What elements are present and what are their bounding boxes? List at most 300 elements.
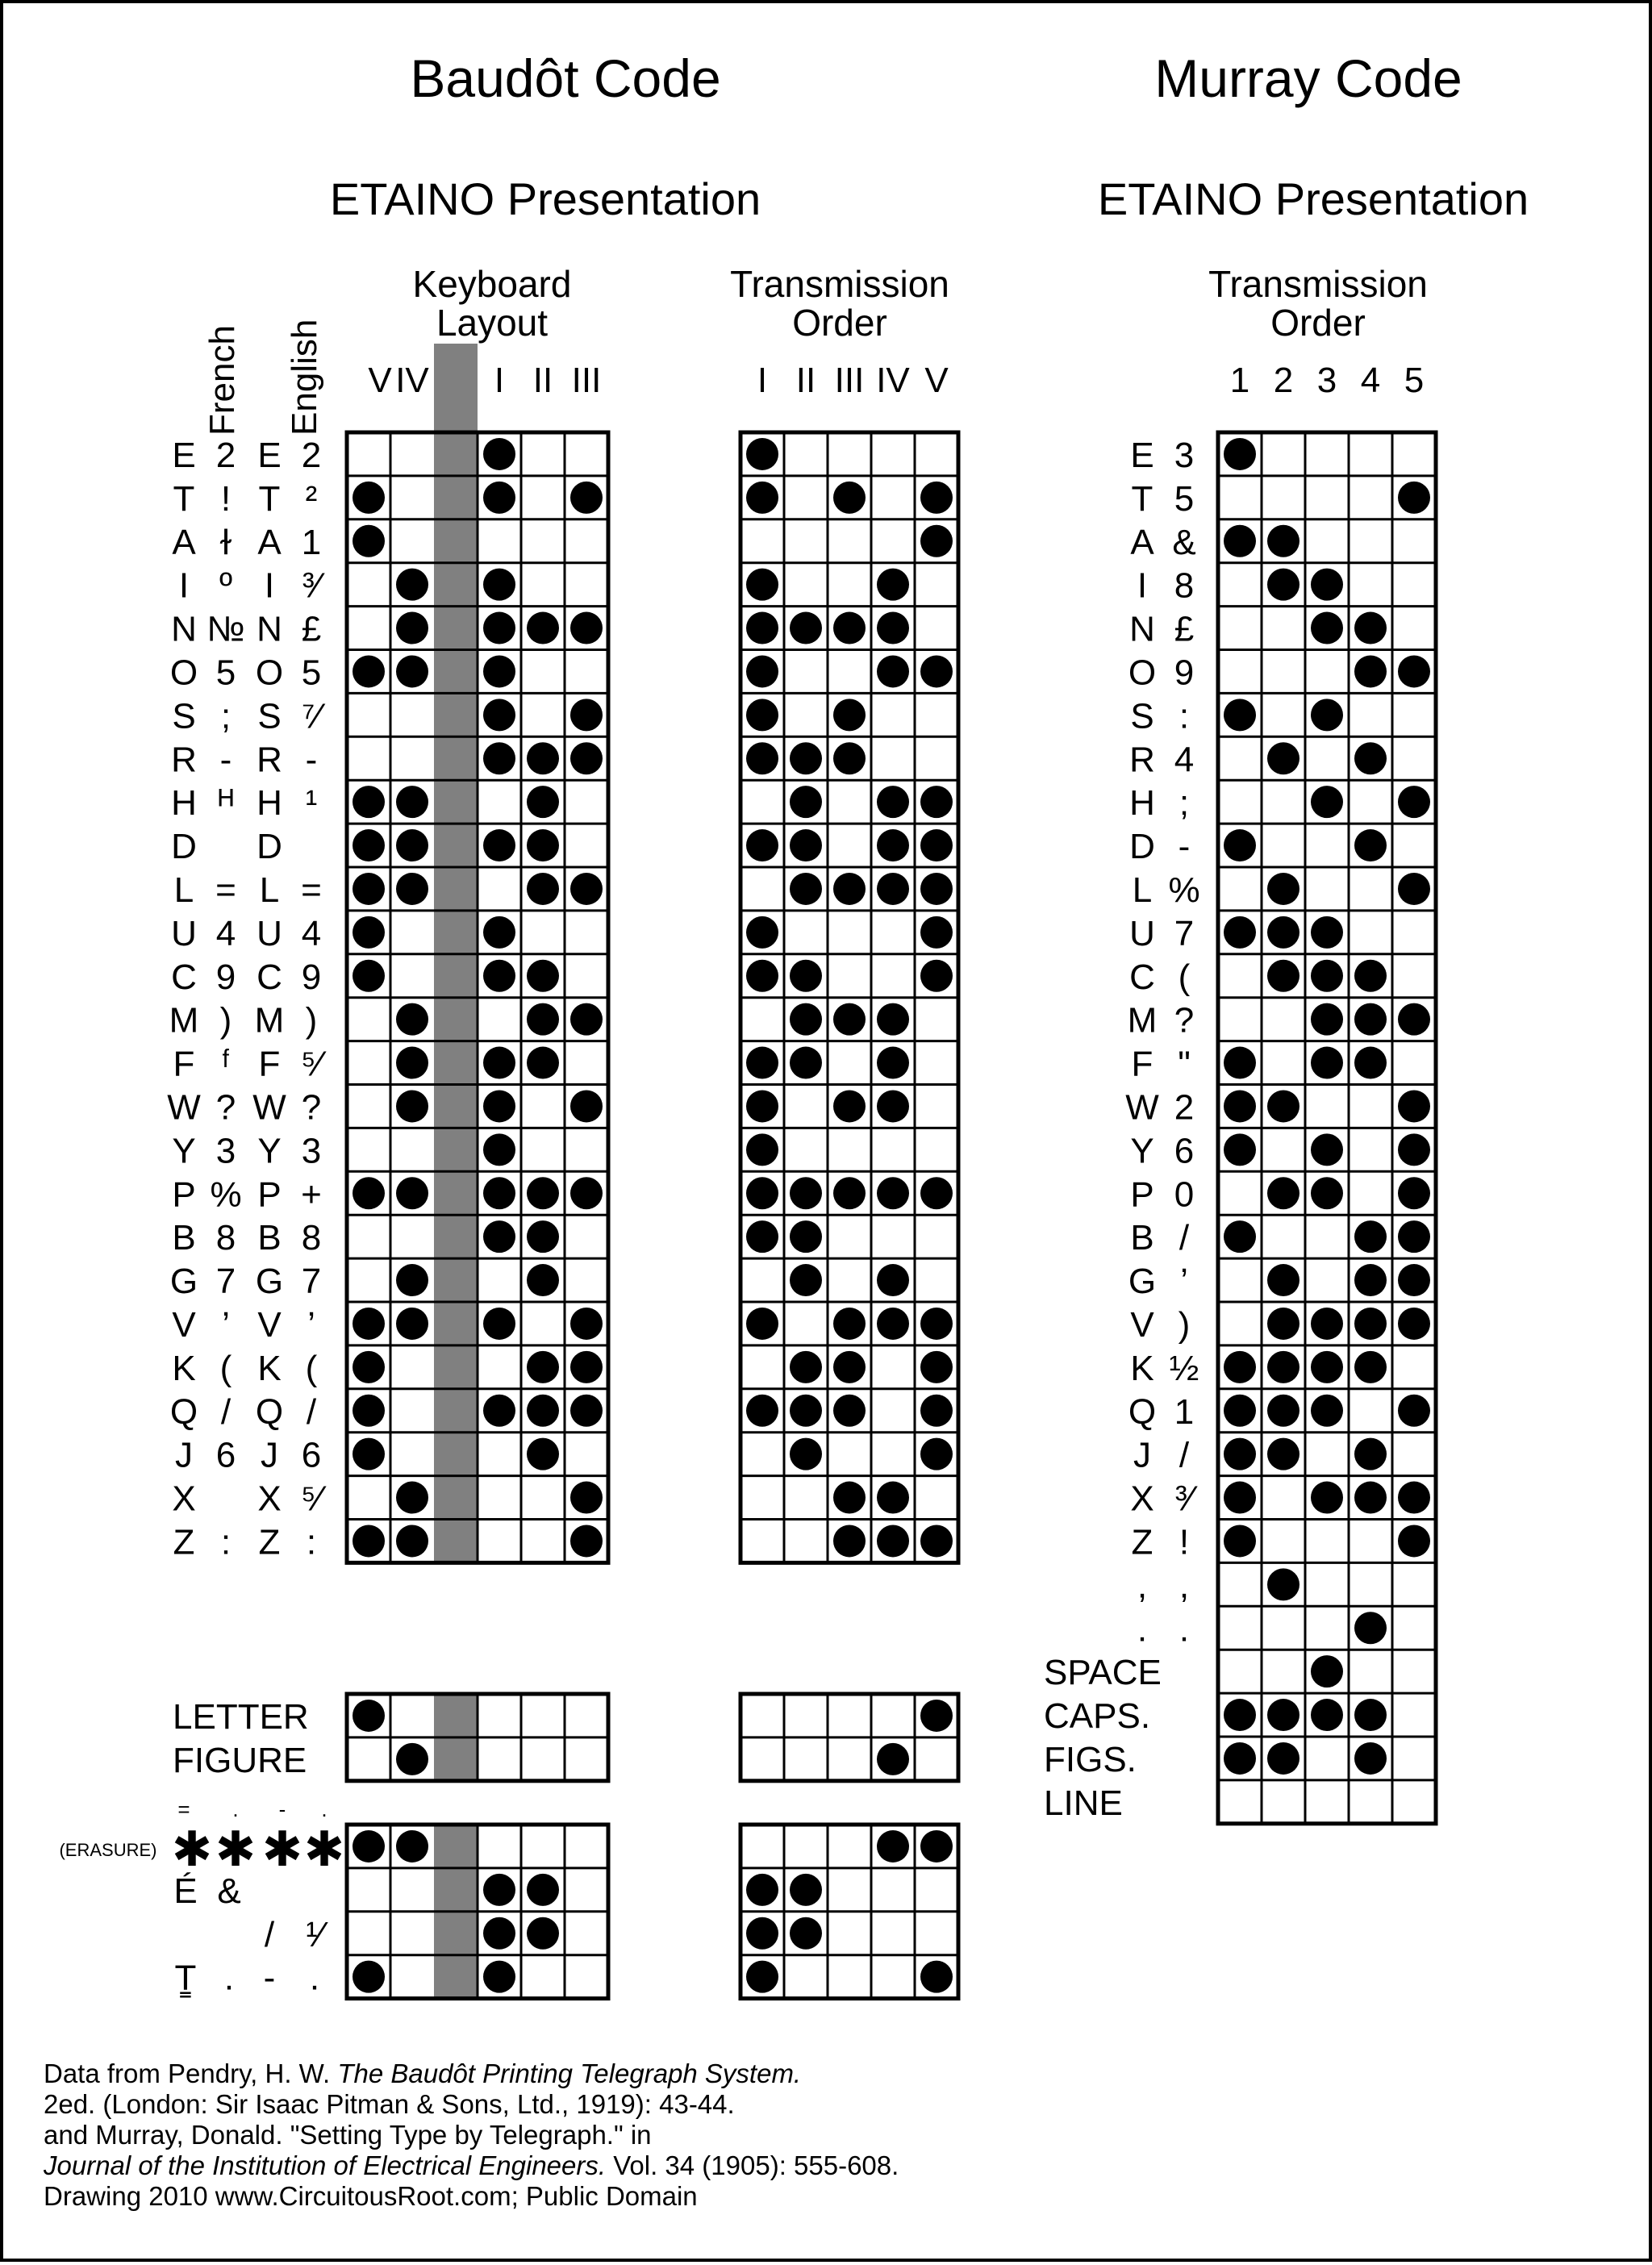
french-figure: 7	[215, 1262, 236, 1302]
murray-grid-hole	[1224, 916, 1256, 949]
french-letter: L	[173, 870, 194, 910]
transmission-grid-hole	[790, 1395, 822, 1427]
english-letter: Q	[255, 1391, 284, 1432]
transmission-grid-hole	[877, 612, 909, 644]
murray-letter: U	[1129, 913, 1155, 953]
french-letter: J	[175, 1435, 193, 1475]
murray-grid-hole	[1311, 916, 1343, 949]
english-figure: 5	[301, 653, 322, 693]
special-french-letter: T̳	[174, 1958, 197, 1998]
murray-grid-hole	[1311, 1655, 1343, 1687]
transmission-grid-hole	[877, 1525, 909, 1557]
keyboard-grid-hole	[353, 1395, 385, 1427]
french-letter: W	[167, 1087, 201, 1128]
keyboard-grid-hole	[396, 829, 428, 861]
murray-grid-hole	[1398, 873, 1430, 905]
murray-grid-hole	[1354, 1612, 1387, 1644]
transmission-grid-hole	[877, 1482, 909, 1514]
keyboard-grid-hole	[483, 569, 515, 601]
murray-figure: :	[1179, 696, 1190, 736]
french-letter: M	[169, 1000, 199, 1041]
special-french-figure: &	[217, 1871, 241, 1911]
keyboard-grid-hole	[396, 612, 428, 644]
transmission-grid-hole	[920, 655, 953, 687]
transmission-grid-hole	[920, 1308, 953, 1340]
french-letter: X	[172, 1479, 196, 1519]
french-letter: R	[171, 740, 197, 780]
transmission-grid-hole	[833, 612, 866, 644]
special-keyboard-grid-hole	[527, 1917, 559, 1950]
english-letter: N	[257, 609, 282, 649]
murray-figure: 4	[1174, 740, 1195, 780]
english-letter: X	[257, 1479, 282, 1519]
murray-grid-hole	[1267, 916, 1299, 949]
keyboard-grid-hole	[483, 655, 515, 687]
special-keyboard-grid-hole	[396, 1830, 428, 1862]
english-figure: 1	[301, 522, 322, 562]
keyboard-grid-hole	[396, 569, 428, 601]
murray-figure: %	[1168, 870, 1200, 910]
erasure-mark: .	[321, 1797, 327, 1821]
transmission-grid-hole	[746, 438, 778, 470]
murray-control-label-line: LINE	[1044, 1783, 1123, 1823]
credits-line-5: Drawing 2010 www.CircuitousRoot.com; Public Domain	[44, 2181, 698, 2211]
murray-grid-hole	[1267, 1438, 1299, 1470]
french-letter: U	[171, 913, 197, 953]
murray-figure: ?	[1174, 1000, 1195, 1041]
murray-grid-hole	[1267, 1090, 1299, 1122]
baudot-subtitle: ETAINO Presentation	[329, 173, 761, 224]
keyboard-grid-hole	[483, 699, 515, 731]
murray-grid-hole	[1224, 1133, 1256, 1166]
murray-grid-hole	[1224, 1699, 1256, 1731]
keyboard-grid-hole	[353, 525, 385, 557]
special-transmission-grid-hole	[790, 1917, 822, 1950]
shift-label-figure: FIGURE	[173, 1740, 307, 1780]
english-figure: ³⁄	[302, 565, 320, 606]
keyboard-grid-hole	[570, 1003, 603, 1036]
french-letter: Q	[169, 1391, 198, 1432]
english-figure: ?	[301, 1087, 322, 1128]
french-figure: 6	[215, 1435, 236, 1475]
english-figure: ’	[307, 1304, 315, 1345]
murray-grid-hole	[1267, 1699, 1299, 1731]
english-figure: :	[306, 1522, 317, 1562]
transmission-grid-hole	[877, 1090, 909, 1122]
english-figure: ⁷⁄	[302, 696, 321, 736]
transmission-grid-hole	[746, 1308, 778, 1340]
transmission-grid	[740, 432, 958, 1562]
murray-grid-hole	[1267, 742, 1299, 774]
english-figure: =	[301, 870, 322, 910]
keyboard-grid-hole	[396, 1090, 428, 1122]
english-figure: ¹	[305, 783, 318, 824]
credits-block	[44, 2059, 899, 2212]
murray-grid-hole	[1354, 1742, 1387, 1775]
murray-grid-hole	[1354, 742, 1387, 774]
transmission-grid-hole	[790, 786, 822, 818]
french-figure: º	[219, 565, 233, 606]
murray-col-header-5: 5	[1404, 361, 1425, 400]
special-transmission-grid	[740, 1825, 958, 1999]
murray-grid-hole	[1311, 1395, 1343, 1427]
shift-keyboard-grid	[347, 1694, 608, 1781]
transmission-grid-hole	[877, 786, 909, 818]
french-letter: O	[169, 653, 198, 693]
credits-line-1	[44, 2059, 899, 2089]
erasure-star: ✱	[261, 1821, 303, 1876]
murray-letter: S	[1130, 696, 1154, 736]
french-figure: 9	[215, 957, 236, 997]
transmission-grid-hole	[746, 742, 778, 774]
keyboard-grid-hole	[527, 1395, 559, 1427]
keyboard-grid-hole	[353, 655, 385, 687]
transmission-grid-hole	[877, 1264, 909, 1296]
transmission-grid-hole	[746, 916, 778, 949]
keyboard-grid-hole	[483, 829, 515, 861]
keyboard-grid-hole	[570, 699, 603, 731]
transmission-grid-hole	[833, 699, 866, 731]
special-english-letter: /	[264, 1914, 275, 1954]
murray-letter: Z	[1131, 1522, 1153, 1562]
transmission-grid-hole	[920, 1438, 953, 1470]
english-letter: A	[257, 522, 282, 562]
english-letter: P	[257, 1174, 282, 1215]
keyboard-grid-hole	[353, 1351, 385, 1383]
shift-transmission-grid	[740, 1694, 958, 1781]
special-transmission-grid-hole	[790, 1874, 822, 1906]
erasure-mark: .	[232, 1797, 239, 1821]
murray-letter: I	[1137, 565, 1148, 606]
keyboard-grid-hole	[353, 916, 385, 949]
credits-line-4-rest: Vol. 34 (1905): 555-608.	[606, 2150, 899, 2180]
english-letter: J	[261, 1435, 278, 1475]
murray-grid-hole	[1267, 1395, 1299, 1427]
murray-figure: 5	[1174, 478, 1195, 519]
murray-figure: ’	[1180, 1262, 1188, 1302]
keyboard-grid-hole	[570, 1525, 603, 1557]
english-figure: 3	[301, 1131, 322, 1171]
code-chart	[3, 3, 1652, 2265]
transmission-grid-hole	[790, 742, 822, 774]
transmission-grid-hole	[790, 1003, 822, 1036]
murray-grid-hole	[1311, 699, 1343, 731]
murray-figure: .	[1179, 1609, 1190, 1650]
french-letter: V	[172, 1304, 196, 1345]
murray-figure: /	[1179, 1218, 1190, 1258]
murray-grid-hole	[1267, 1264, 1299, 1296]
murray-grid-hole	[1224, 525, 1256, 557]
french-letter: D	[171, 827, 197, 867]
english-letter: F	[258, 1044, 281, 1084]
keyboard-layout-header-line2: Layout	[436, 302, 549, 344]
murray-grid-hole	[1398, 786, 1430, 818]
murray-grid-hole	[1354, 1220, 1387, 1253]
murray-grid-hole	[1267, 1351, 1299, 1383]
transmission-grid-hole	[790, 873, 822, 905]
murray-figure: /	[1179, 1435, 1190, 1475]
transmission-grid-hole	[877, 1177, 909, 1209]
credits-line-3: and Murray, Donald. "Setting Type by Telegraph." in	[44, 2120, 652, 2150]
shift-keyboard-grid-hole	[353, 1700, 385, 1732]
keyboard-grid-hole	[396, 1308, 428, 1340]
keyboard-grid-hole	[353, 482, 385, 514]
french-figure: 5	[215, 653, 236, 693]
transmission-grid-hole	[833, 1003, 866, 1036]
murray-grid-hole	[1354, 960, 1387, 992]
transmission-grid-hole	[790, 1047, 822, 1079]
keyboard-grid-hole	[570, 1395, 603, 1427]
transmission-grid-hole	[746, 960, 778, 992]
special-english-letter: -	[263, 1958, 276, 1998]
transmission-grid-hole	[746, 482, 778, 514]
transmission-grid-hole	[746, 569, 778, 601]
murray-control-label-caps: CAPS.	[1044, 1696, 1151, 1737]
murray-grid-hole	[1224, 1351, 1256, 1383]
keyboard-grid-hole	[396, 1264, 428, 1296]
transmission-grid-hole	[877, 873, 909, 905]
french-letter: S	[172, 696, 196, 736]
keyboard-grid-hole	[353, 786, 385, 818]
english-letter: O	[255, 653, 284, 693]
keyboard-grid-hole	[570, 1351, 603, 1383]
english-letter: C	[257, 957, 282, 997]
english-figure: ⁵⁄	[301, 1044, 322, 1084]
french-column-header: French	[202, 325, 242, 436]
transmission-grid-hole	[833, 1482, 866, 1514]
keyboard-grid-hole	[353, 960, 385, 992]
murray-figure: "	[1178, 1044, 1191, 1084]
transmission-grid-hole	[877, 1047, 909, 1079]
murray-letter: L	[1132, 870, 1153, 910]
murray-grid-hole	[1224, 1395, 1256, 1427]
murray-grid	[1218, 432, 1436, 1824]
special-transmission-grid-hole	[746, 1961, 778, 1993]
keyboard-grid-hole	[396, 1525, 428, 1557]
keyboard-grid-hole	[396, 786, 428, 818]
keyboard-grid-hole	[483, 612, 515, 644]
transmission-col-header-II: II	[795, 361, 816, 400]
french-figure: №	[206, 609, 245, 649]
english-letter: H	[257, 783, 282, 824]
special-keyboard-grid-hole	[483, 1874, 515, 1906]
transmission-grid-hole	[790, 960, 822, 992]
keyboard-col-header-IV: IV	[395, 361, 429, 400]
murray-grid-hole	[1398, 1525, 1430, 1557]
murray-figure: ;	[1179, 783, 1190, 824]
keyboard-grid-hole	[527, 1220, 559, 1253]
murray-grid-hole	[1398, 1003, 1430, 1036]
murray-figure: ,	[1179, 1566, 1190, 1606]
shift-keyboard-grid-hole	[396, 1743, 428, 1775]
murray-letter: H	[1129, 783, 1155, 824]
transmission-grid-hole	[833, 1177, 866, 1209]
keyboard-col-header-III: III	[571, 361, 602, 400]
murray-grid-hole	[1311, 1177, 1343, 1209]
murray-grid-hole	[1354, 1308, 1387, 1340]
transmission-grid-hole	[920, 525, 953, 557]
keyboard-grid-hole	[483, 438, 515, 470]
english-letter: W	[252, 1087, 286, 1128]
keyboard-grid-hole	[483, 1177, 515, 1209]
murray-grid-hole	[1224, 1220, 1256, 1253]
murray-letter: M	[1127, 1000, 1158, 1041]
murray-grid-hole	[1311, 1133, 1343, 1166]
english-letter: S	[257, 696, 282, 736]
special-keyboard-grid-hole	[527, 1874, 559, 1906]
special-english-figure: .	[309, 1958, 320, 1998]
transmission-grid-hole	[877, 655, 909, 687]
transmission-grid-hole	[920, 786, 953, 818]
murray-grid-hole	[1398, 1090, 1430, 1122]
murray-col-header-4: 4	[1360, 361, 1381, 400]
french-figure: ?	[215, 1087, 236, 1128]
keyboard-grid-hole	[527, 1351, 559, 1383]
transmission-grid-hole	[877, 1003, 909, 1036]
transmission-grid-hole	[790, 1177, 822, 1209]
murray-grid-hole	[1267, 1742, 1299, 1775]
transmission-grid-hole	[920, 1351, 953, 1383]
shift-transmission-grid-hole	[877, 1743, 909, 1775]
murray-grid-hole	[1398, 1395, 1430, 1427]
transmission-grid-hole	[877, 569, 909, 601]
keyboard-grid-hole	[483, 1395, 515, 1427]
murray-grid-hole	[1354, 829, 1387, 861]
murray-letter: Q	[1128, 1391, 1157, 1432]
english-figure: +	[301, 1174, 322, 1215]
murray-col-header-1: 1	[1229, 361, 1250, 400]
special-keyboard-grid	[347, 1825, 608, 1999]
transmission-grid-hole	[833, 482, 866, 514]
transmission-grid-hole	[790, 612, 822, 644]
credits-line-2: 2ed. (London: Sir Isaac Pitman & Sons, Ltd., 1919): 43-44.	[44, 2089, 735, 2119]
transmission-col-header-I: I	[757, 361, 768, 400]
english-letter: G	[255, 1262, 284, 1302]
transmission-grid-hole	[746, 699, 778, 731]
murray-grid-hole	[1267, 873, 1299, 905]
english-figure: /	[306, 1391, 317, 1432]
keyboard-grid-hole	[527, 829, 559, 861]
transmission-grid-hole	[746, 829, 778, 861]
french-letter: P	[172, 1174, 196, 1215]
special-transmission-grid-hole	[920, 1961, 953, 1993]
english-figure: 8	[301, 1218, 322, 1258]
keyboard-grid-hole	[396, 1482, 428, 1514]
baudot-title: Baudôt Code	[410, 48, 721, 108]
keyboard-grid-hole	[527, 742, 559, 774]
french-figure: ’	[222, 1304, 230, 1345]
keyboard-grid-hole	[353, 873, 385, 905]
murray-grid-hole	[1311, 960, 1343, 992]
murray-letter: .	[1137, 1609, 1148, 1650]
french-letter: Z	[173, 1522, 195, 1562]
transmission-grid-hole	[920, 960, 953, 992]
keyboard-grid-hole	[570, 1482, 603, 1514]
french-figure: 2	[215, 435, 236, 475]
english-letter: Z	[258, 1522, 281, 1562]
keyboard-grid-hole	[570, 612, 603, 644]
murray-grid-hole	[1354, 1699, 1387, 1731]
keyboard-col-header-V: V	[368, 361, 392, 400]
special-keyboard-grid-hole	[353, 1830, 385, 1862]
keyboard-grid-hole	[483, 1047, 515, 1079]
keyboard-grid-hole	[527, 1003, 559, 1036]
transmission-grid-hole	[790, 1438, 822, 1470]
transmission-grid-hole	[920, 1395, 953, 1427]
murray-letter: A	[1130, 522, 1154, 562]
french-figure: -	[219, 740, 232, 780]
murray-grid-hole	[1224, 1482, 1256, 1514]
murray-col-header-2: 2	[1273, 361, 1294, 400]
murray-letter: T	[1131, 478, 1153, 519]
murray-grid-hole	[1354, 1264, 1387, 1296]
english-figure: ⁵⁄	[301, 1479, 322, 1519]
murray-figure: 0	[1174, 1174, 1195, 1215]
credits-book-title: The Baudôt Printing Telegraph System.	[337, 2059, 802, 2088]
murray-grid-hole	[1311, 1047, 1343, 1079]
transmission-grid-hole	[877, 829, 909, 861]
murray-grid-hole	[1267, 960, 1299, 992]
english-letter: B	[257, 1218, 282, 1258]
transmission-grid-hole	[833, 1308, 866, 1340]
transmission-grid-hole	[877, 1308, 909, 1340]
keyboard-grid-hole	[570, 1090, 603, 1122]
transmission-grid-hole	[746, 1047, 778, 1079]
french-figure: =	[215, 870, 236, 910]
transmission-grid-hole	[790, 1220, 822, 1253]
murray-control-label-figs: FIGS.	[1044, 1739, 1137, 1779]
murray-figure: ³⁄	[1175, 1479, 1193, 1519]
murray-grid-hole	[1224, 1090, 1256, 1122]
keyboard-col-header-I: I	[494, 361, 505, 400]
murray-figure: £	[1174, 609, 1195, 649]
keyboard-grid-hole	[396, 655, 428, 687]
french-letter: K	[172, 1348, 196, 1388]
murray-grid-hole	[1267, 1177, 1299, 1209]
murray-figure: 1	[1174, 1391, 1195, 1432]
murray-figure: -	[1178, 827, 1191, 867]
murray-grid-hole	[1267, 1308, 1299, 1340]
keyboard-grid-hole	[527, 786, 559, 818]
special-french-letter: É	[173, 1871, 198, 1911]
french-figure: 4	[215, 913, 236, 953]
keyboard-layout-header-line1: Keyboard	[412, 263, 572, 305]
transmission-grid-hole	[833, 1395, 866, 1427]
murray-subtitle: ETAINO Presentation	[1097, 173, 1529, 224]
keyboard-grid-hole	[527, 873, 559, 905]
transmission-grid-hole	[746, 1133, 778, 1166]
murray-grid-hole	[1224, 699, 1256, 731]
keyboard-grid-hole	[483, 1133, 515, 1166]
murray-figure: &	[1172, 522, 1196, 562]
murray-grid-hole	[1398, 1482, 1430, 1514]
keyboard-grid-hole	[353, 1438, 385, 1470]
murray-grid-hole	[1354, 1003, 1387, 1036]
special-transmission-grid-hole	[746, 1874, 778, 1906]
french-letter: Y	[172, 1131, 196, 1171]
murray-grid-hole	[1398, 1220, 1430, 1253]
murray-grid-hole	[1224, 438, 1256, 470]
murray-letter: C	[1129, 957, 1155, 997]
english-letter: D	[257, 827, 282, 867]
murray-grid-hole	[1311, 1482, 1343, 1514]
keyboard-grid-hole	[527, 612, 559, 644]
transmission-grid-hole	[790, 1351, 822, 1383]
credits-line-1-prefix: Data from Pendry, H. W.	[44, 2059, 338, 2088]
transmission-col-header-V: V	[924, 361, 949, 400]
transmission-grid-hole	[746, 1090, 778, 1122]
keyboard-grid-hole	[483, 742, 515, 774]
